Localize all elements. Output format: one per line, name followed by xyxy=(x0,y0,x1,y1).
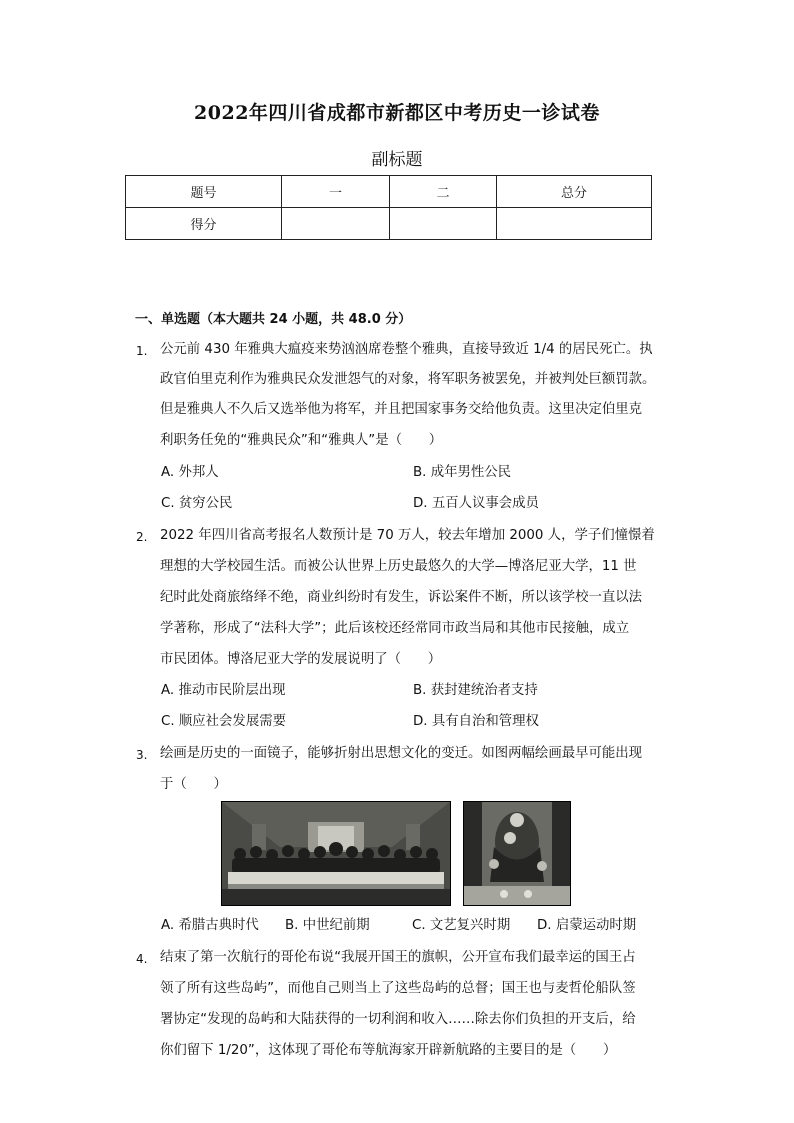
option-d[interactable]: D. 启蒙运动时期 xyxy=(537,918,637,933)
score-header-cell: 一 xyxy=(282,176,390,208)
question-line: 署协定“发现的岛屿和大陆获得的一切利润和收入……除去你们负担的开支后，给 xyxy=(160,1012,636,1027)
option-a[interactable]: A. 推动市民阶层出现 xyxy=(161,683,286,698)
question-line: 领了所有这些岛屿”，而他自己则当上了这些岛屿的总督；国王也与麦哲伦船队签 xyxy=(160,981,636,996)
question-line: 理想的大学校园生活。而被公认世界上历史最悠久的大学—博洛尼亚大学，11 世 xyxy=(160,559,637,574)
score-cell xyxy=(390,208,497,240)
painting-madonna xyxy=(463,801,571,906)
question-line: 2022 年四川省高考报名人数预计是 70 万人，较去年增加 2000 人，学子们憧憬着 xyxy=(160,528,655,543)
question-number: 4. xyxy=(136,952,148,966)
section-title: 一、单选题（本大题共 24 小题，共 48.0 分） xyxy=(135,312,412,327)
option-b[interactable]: B. 中世纪前期 xyxy=(285,918,370,933)
option-a[interactable]: A. 外邦人 xyxy=(161,465,219,480)
option-d[interactable]: D. 具有自治和管理权 xyxy=(413,714,539,729)
question-line: 于（ ） xyxy=(160,777,227,792)
score-header-cell: 二 xyxy=(390,176,497,208)
painting-last-supper xyxy=(221,801,451,906)
option-c[interactable]: C. 文艺复兴时期 xyxy=(412,918,511,933)
question-line: 公元前 430 年雅典大瘟疫来势汹汹席卷整个雅典，直接导致近 1/4 的居民死亡。执 xyxy=(160,342,653,357)
score-cell xyxy=(282,208,390,240)
painting-madonna-image xyxy=(464,802,570,905)
question-number: 3. xyxy=(136,748,148,762)
score-table xyxy=(125,175,652,240)
score-header-cell: 题号 xyxy=(126,176,282,208)
painting-last-supper-image xyxy=(222,802,450,905)
exam-title: 2022年四川省成都市新都区中考历史一诊试卷 xyxy=(194,102,600,124)
question-line: 政官伯里克利作为雅典民众发泄怨气的对象，将军职务被罢免，并被判处巨额罚款。 xyxy=(160,372,656,387)
option-b[interactable]: B. 成年男性公民 xyxy=(413,465,512,480)
question-number: 1. xyxy=(136,344,148,358)
option-d[interactable]: D. 五百人议事会成员 xyxy=(413,496,539,511)
score-table-row xyxy=(126,208,652,240)
question-line: 结束了第一次航行的哥伦布说“我展开国王的旗帜，公开宣布我们最幸运的国王占 xyxy=(160,950,636,965)
score-cell xyxy=(497,208,652,240)
score-header-cell: 总分 xyxy=(497,176,652,208)
question-line: 绘画是历史的一面镜子，能够折射出思想文化的变迁。如图两幅绘画最早可能出现 xyxy=(160,746,643,761)
question-line: 但是雅典人不久后又选举他为将军，并且把国家事务交给他负责。这里决定伯里克 xyxy=(160,402,643,417)
option-c[interactable]: C. 顺应社会发展需要 xyxy=(161,714,286,729)
question-line: 学著称，形成了“法科大学”；此后该校还经常同市政当局和其他市民接触，成立 xyxy=(160,621,630,636)
question-line: 市民团体。博洛尼亚大学的发展说明了（ ） xyxy=(160,652,442,667)
score-table-header-row xyxy=(126,176,652,208)
exam-subtitle: 副标题 xyxy=(371,150,423,170)
option-a[interactable]: A. 希腊古典时代 xyxy=(161,918,259,933)
question-number: 2. xyxy=(136,530,148,544)
question-line: 纪时此处商旅络绎不绝，商业纠纷时有发生，诉讼案件不断，所以该学校一直以法 xyxy=(160,590,643,605)
option-b[interactable]: B. 获封建统治者支持 xyxy=(413,683,538,698)
question-line: 利职务任免的“雅典民众”和“雅典人”是（ ） xyxy=(160,433,443,448)
option-c[interactable]: C. 贫穷公民 xyxy=(161,496,233,511)
score-cell: 得分 xyxy=(126,208,282,240)
question-line: 你们留下 1/20”，这体现了哥伦布等航海家开辟新航路的主要目的是（ ） xyxy=(160,1043,617,1058)
